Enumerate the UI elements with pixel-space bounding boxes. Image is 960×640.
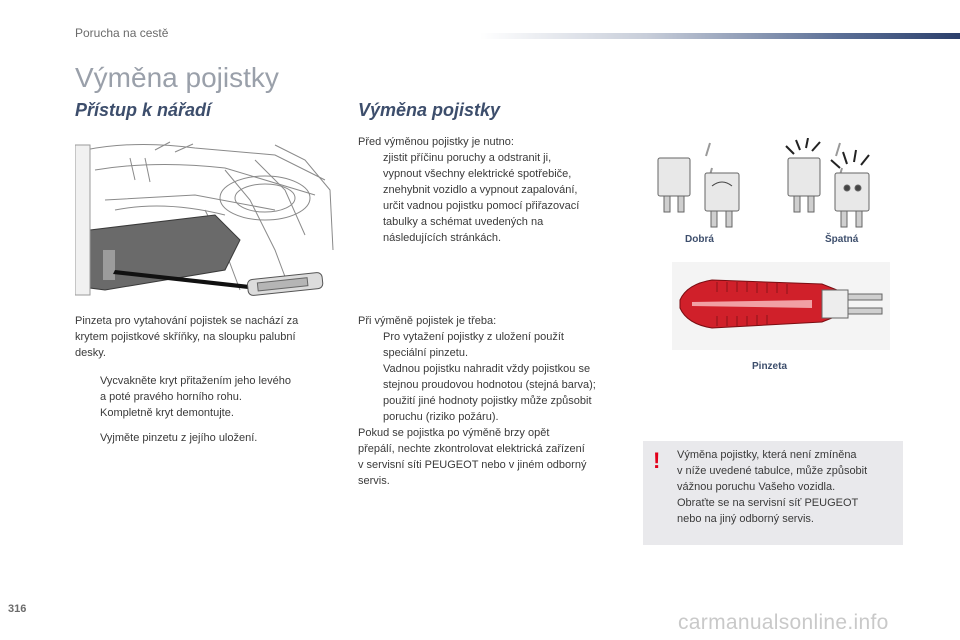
intro-line: krytem pojistkové skříňky, na sloupku palubní [75, 331, 296, 343]
list-item [75, 430, 345, 446]
closing-line: v servisní síti PEUGEOT nebo v jiném odborný [358, 459, 587, 471]
list-item-line: a poté pravého horního rohu. [100, 391, 242, 403]
tool-location-text [75, 313, 340, 361]
warning-line: vážnou poruchu Vašeho vozidla. [677, 481, 836, 493]
closing-line: servis. [358, 475, 390, 487]
list-item [75, 373, 345, 405]
warning-icon: ! [653, 448, 661, 473]
list-item-line: použití jiné hodnoty pojistky může způsobit [383, 395, 592, 407]
intro-line: Pinzeta pro vytahování pojistek se nachází za [75, 315, 299, 327]
list-item [358, 150, 633, 166]
good-fuse-label: Dobrá [685, 234, 714, 245]
before-replacement-list [358, 150, 633, 246]
section-heading-fuse-replacement: Výměna pojistky [358, 100, 501, 120]
list-item-line: Pro vytažení pojistky z uložení použít [383, 331, 564, 343]
list-item-line: vypnout všechny elektrické spotřebiče, [383, 168, 572, 180]
list-item-line: zjistit příčinu poruchy a odstranit ji, [383, 152, 552, 164]
list-item [358, 198, 633, 246]
section-heading-tool-access: Přístup k nářadí [75, 100, 212, 120]
intro-line: desky. [75, 347, 106, 359]
list-item [358, 329, 633, 361]
page-title: Výměna pojistky [75, 62, 279, 93]
during-replacement-list [358, 329, 633, 425]
list-item-line: tabulky a schémat uvedených na [383, 216, 544, 228]
list-item-line: speciální pinzetu. [383, 347, 468, 359]
list-item-line: znehybnit vozidlo a vypnout zapalování, [383, 184, 578, 196]
warning-line: Obraťte se na servisní síť PEUGEOT [677, 497, 859, 509]
list-item-line: Vyjměte pinzetu z jejího uložení. [100, 432, 258, 444]
list-item-line: určit vadnou pojistku pomocí přiřazovací [383, 200, 580, 212]
warning-line: Výměna pojistky, která není zmíněna [677, 449, 857, 461]
list-item-line: Kompletně kryt demontujte. [100, 407, 234, 419]
tweezers-label: Pinzeta [752, 361, 788, 372]
header-gradient-bar [480, 33, 960, 39]
list-item-line: následujících stránkách. [383, 232, 502, 244]
cover-removal-steps [75, 373, 345, 421]
list-item [358, 166, 633, 182]
before-replacement-block [358, 134, 633, 246]
warning-line: v níže uvedené tabulce, může způsobit [677, 465, 868, 477]
list-item-line: Vycvakněte kryt přitažením jeho levého [100, 375, 291, 387]
closing-line: Pokud se pojistka po výměně brzy opět [358, 427, 550, 439]
list-item [75, 405, 345, 421]
warning-line: nebo na jiný odborný servis. [677, 513, 814, 525]
page-number: 316 [8, 603, 27, 615]
list-item-line: Vadnou pojistku nahradit vždy pojistkou se [383, 363, 591, 375]
tweezers-removal-steps [75, 430, 345, 446]
during-intro: Při výměně pojistek je třeba: [358, 315, 497, 327]
tweezers-illustration [672, 262, 890, 350]
warning-text [677, 447, 892, 527]
list-item-line: poruchu (riziko požáru). [383, 411, 499, 423]
dashboard-illustration [75, 140, 337, 305]
running-header: Porucha na cestě [75, 26, 169, 40]
watermark: carmanualsonline.info [678, 611, 889, 634]
list-item [358, 361, 633, 425]
fuse-comparison-illustration [650, 138, 900, 238]
closing-line: přepálí, nechte zkontrolovat elektrická zařízení [358, 443, 585, 455]
during-replacement-block [358, 313, 633, 489]
list-item-line: stejnou proudovou hodnotou (stejná barva); [383, 379, 596, 391]
bad-fuse-label: Špatná [825, 234, 859, 245]
before-intro: Před výměnou pojistky je nutno: [358, 136, 514, 148]
list-item [358, 182, 633, 198]
